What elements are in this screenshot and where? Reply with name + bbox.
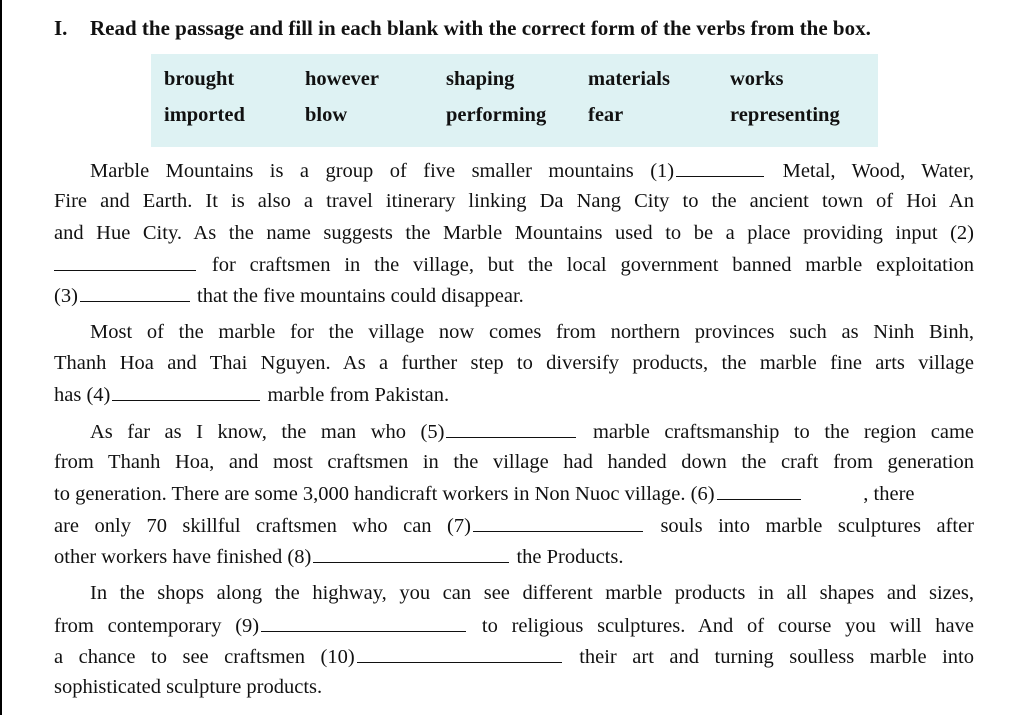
blank-10[interactable] — [357, 645, 562, 663]
passage-text: a chance to see craftsmen (10) — [54, 646, 355, 668]
passage-line — [54, 420, 974, 444]
passage-text: that the five mountains could disappear. — [197, 285, 524, 307]
passage-text: from contemporary (9) — [54, 615, 260, 637]
word-box — [151, 54, 878, 147]
word-box-item: materials — [588, 68, 670, 90]
passage-line — [54, 645, 974, 669]
blank-4[interactable] — [112, 383, 260, 401]
passage-line — [54, 159, 974, 183]
passage-line: Fire and Earth. It is also a travel itinerary linking Da Nang City to the ancient town of Hoi An — [54, 190, 974, 212]
word-box-item: representing — [730, 104, 840, 126]
word-box-item: imported — [164, 104, 245, 126]
passage-line: In the shops along the highway, you can see different marble products in all shapes and sizes, — [90, 582, 974, 604]
blank-3[interactable] — [80, 284, 190, 302]
word-box-item: however — [305, 68, 380, 90]
passage-text: their art and turning soulless marble into — [579, 646, 975, 668]
passage-line — [54, 545, 974, 569]
passage-line — [54, 482, 974, 506]
blank-8[interactable] — [313, 545, 509, 563]
passage-text: As far as I know, the man who (5) — [90, 421, 445, 443]
passage-line — [54, 253, 974, 277]
passage-line — [54, 383, 974, 407]
word-box-item: fear — [588, 104, 624, 126]
passage-line: Thanh Hoa and Thai Nguyen. As a further step to diversify products, the marble fine arts village — [54, 352, 974, 374]
word-box-item: works — [730, 68, 784, 90]
passage-line — [54, 284, 974, 308]
passage-text: are only 70 skillful craftsmen who can (7) — [54, 515, 471, 537]
passage-line — [54, 614, 974, 638]
passage-text: has (4) — [54, 384, 111, 406]
blank-7[interactable] — [473, 514, 643, 532]
passage-text: , there — [863, 483, 915, 505]
word-box-item: brought — [164, 68, 235, 90]
passage-line — [54, 514, 974, 538]
passage-text: marble craftsmanship to the region came — [592, 421, 974, 443]
passage-text: Metal, Wood, Water, — [782, 160, 975, 182]
blank-1[interactable] — [676, 159, 764, 177]
passage-text: to generation. There are some 3,000 handicraft workers in Non Nuoc village. (6) — [54, 483, 715, 505]
word-box-item: blow — [305, 104, 348, 126]
word-box-item: performing — [446, 104, 547, 126]
passage-line: and Hue City. As the name suggests the Marble Mountains used to be a place providing input (2) — [54, 222, 974, 244]
exercise-instruction: Read the passage and fill in each blank with the correct form of the verbs from the box. — [90, 16, 871, 40]
page-left-border — [0, 0, 2, 715]
passage-text: Marble Mountains is a group of five smaller mountains (1) — [90, 160, 675, 182]
passage-text: for craftsmen in the village, but the local government banned marble exploitation — [211, 254, 975, 276]
passage-text: marble from Pakistan. — [267, 384, 450, 406]
passage-line: from Thanh Hoa, and most craftsmen in the village had handed down the craft from generation — [54, 451, 974, 473]
passage-line: Most of the marble for the village now comes from northern provinces such as Ninh Binh, — [90, 321, 974, 343]
blank-9[interactable] — [261, 614, 466, 632]
blank-5[interactable] — [446, 420, 576, 438]
blank-6[interactable] — [717, 482, 801, 500]
passage-line: sophisticated sculpture products. — [54, 676, 323, 698]
word-box-item: shaping — [446, 68, 515, 90]
passage-text: the Products. — [516, 546, 624, 568]
exercise-number: I. — [54, 16, 68, 40]
blank-2[interactable] — [54, 253, 196, 271]
passage-text: (3) — [54, 285, 78, 307]
exercise-heading — [54, 16, 984, 41]
passage-text: other workers have finished (8) — [54, 546, 312, 568]
passage-text: to religious sculptures. And of course you will have — [481, 615, 975, 637]
passage-text: souls into marble sculptures after — [660, 515, 975, 537]
